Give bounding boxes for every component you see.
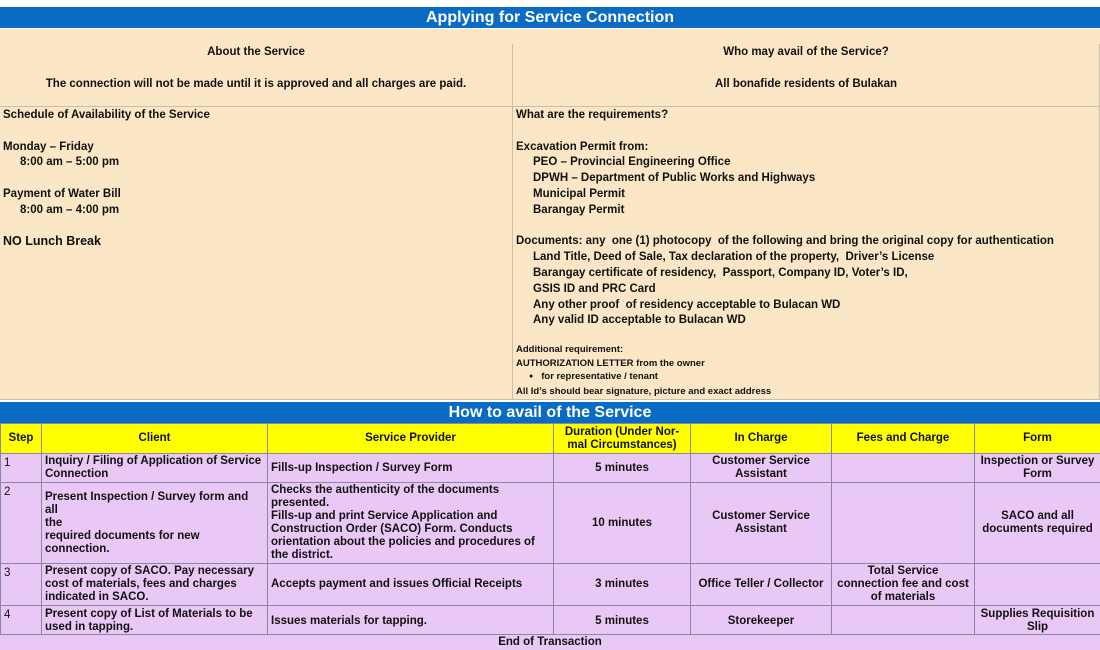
document-item: Land Title, Deed of Sale, Tax declaration of the property, Driver’s License bbox=[516, 250, 1099, 266]
about-service-heading: About the Service bbox=[0, 45, 512, 61]
provider-cell-line: Accepts payment and issues Official Receipts bbox=[271, 578, 550, 591]
client-cell-line: Connection bbox=[45, 468, 264, 481]
duration-header-line: Duration (Under Nor- bbox=[556, 426, 688, 439]
form-cell-line: SACO and all bbox=[978, 510, 1097, 523]
spacer bbox=[516, 219, 1099, 235]
provider-cell-line: Fills-up Inspection / Survey Form bbox=[271, 462, 550, 475]
step-number: 2 bbox=[1, 483, 42, 564]
payment-hours: 8:00 am – 4:00 pm bbox=[3, 203, 512, 219]
about-service-text: The connection will not be made until it is approved and all charges are paid. bbox=[0, 77, 512, 93]
authorization-bold: AUTHORIZATION LETTER bbox=[516, 358, 634, 369]
steps-body bbox=[1, 454, 1100, 637]
fees-cell-line: of materials bbox=[835, 591, 971, 604]
document-item: Barangay certificate of residency, Passport, Company ID, Voter’s ID, bbox=[516, 266, 1099, 282]
form-cell-line: Form bbox=[978, 468, 1097, 481]
duration-header-line: mal Circumstances) bbox=[556, 439, 688, 452]
steps-table bbox=[0, 423, 1100, 637]
form-cell bbox=[975, 454, 1100, 483]
form-cell bbox=[975, 564, 1100, 606]
form-cell bbox=[975, 606, 1100, 637]
in-charge-cell bbox=[691, 564, 832, 606]
client-cell-line: cost of materials, fees and charges bbox=[45, 578, 264, 591]
fees-cell bbox=[832, 483, 975, 564]
provider-cell-line: orientation about the policies and procedures of bbox=[271, 536, 550, 549]
step-number: 4 bbox=[1, 606, 42, 637]
col-header-client: Client bbox=[42, 424, 268, 454]
in-charge-cell-line: Storekeeper bbox=[694, 615, 828, 628]
spacer bbox=[3, 124, 512, 140]
schedule-hours: 8:00 am – 5:00 pm bbox=[3, 155, 512, 171]
client-cell-line: required documents for new bbox=[45, 530, 264, 543]
spacer bbox=[3, 219, 512, 235]
form-cell-line: Inspection or Survey bbox=[978, 455, 1097, 468]
col-header-step: Step bbox=[1, 424, 42, 454]
in-charge-cell bbox=[691, 454, 832, 483]
who-may-avail-cell bbox=[513, 44, 1100, 107]
col-header-in-charge: In Charge bbox=[691, 424, 832, 454]
excavation-item: DPWH – Department of Public Works and Highways bbox=[516, 171, 1099, 187]
form-cell bbox=[975, 483, 1100, 564]
fees-cell-line: connection fee and cost bbox=[835, 578, 971, 591]
duration-cell: 10 minutes bbox=[554, 483, 691, 564]
authorization-line bbox=[516, 357, 1099, 371]
how-to-avail-title: How to avail of the Service bbox=[0, 402, 1100, 423]
document-item: Any valid ID acceptable to Bulacan WD bbox=[516, 313, 1099, 329]
who-may-avail-heading: Who may avail of the Service? bbox=[513, 45, 1099, 61]
step-number: 1 bbox=[1, 454, 42, 483]
client-cell-line: Present copy of List of Materials to be bbox=[45, 608, 264, 621]
step-number: 3 bbox=[1, 564, 42, 606]
excavation-item: Barangay Permit bbox=[516, 203, 1099, 219]
provider-cell bbox=[268, 483, 554, 564]
client-cell bbox=[42, 606, 268, 637]
provider-cell-line: the district. bbox=[271, 549, 550, 562]
in-charge-cell-line: Customer Service bbox=[694, 455, 828, 468]
form-cell-line: documents required bbox=[978, 523, 1097, 536]
in-charge-cell-line: Assistant bbox=[694, 468, 828, 481]
spacer bbox=[3, 171, 512, 187]
form-cell-line: Supplies Requisition bbox=[978, 608, 1097, 621]
provider-cell-line: Construction Order (SACO) Form. Conducts bbox=[271, 523, 550, 536]
client-cell bbox=[42, 564, 268, 606]
document-item: GSIS ID and PRC Card bbox=[516, 282, 1099, 298]
documents-label: Documents: any one (1) photocopy of the following and bring the original copy for authentication bbox=[516, 234, 1099, 250]
in-charge-cell-line: Office Teller / Collector bbox=[694, 578, 828, 591]
ids-note: All Id’s should bear signature, picture and exact address bbox=[516, 385, 1099, 399]
excavation-label: Excavation Permit from: bbox=[516, 140, 1099, 156]
table-row bbox=[1, 454, 1100, 483]
schedule-heading: Schedule of Availability of the Service bbox=[3, 108, 512, 124]
who-may-avail-text: All bonafide residents of Bulakan bbox=[513, 77, 1099, 93]
spacer bbox=[516, 124, 1099, 140]
provider-cell bbox=[268, 606, 554, 637]
fees-cell-line: Total Service bbox=[835, 565, 971, 578]
col-header-duration bbox=[554, 424, 691, 454]
excavation-item: PEO – Provincial Engineering Office bbox=[516, 155, 1099, 171]
provider-cell bbox=[268, 454, 554, 483]
provider-cell bbox=[268, 564, 554, 606]
in-charge-cell bbox=[691, 483, 832, 564]
client-cell-line: Present copy of SACO. Pay necessary bbox=[45, 565, 264, 578]
client-cell bbox=[42, 483, 268, 564]
table-row bbox=[1, 564, 1100, 606]
table-row bbox=[1, 483, 1100, 564]
provider-cell-line: Checks the authenticity of the documents bbox=[271, 484, 550, 497]
form-cell-line: Slip bbox=[978, 621, 1097, 634]
table-header-row bbox=[1, 424, 1100, 454]
payment-label: Payment of Water Bill bbox=[3, 187, 512, 203]
client-cell-line: the bbox=[45, 517, 264, 530]
in-charge-cell-line: Customer Service bbox=[694, 510, 828, 523]
schedule-cell bbox=[0, 107, 513, 400]
duration-cell: 3 minutes bbox=[554, 564, 691, 606]
client-cell-line: connection. bbox=[45, 543, 264, 556]
duration-cell: 5 minutes bbox=[554, 454, 691, 483]
authorization-rest: from the owner bbox=[634, 358, 705, 369]
excavation-item: Municipal Permit bbox=[516, 187, 1099, 203]
spacer bbox=[516, 329, 1099, 343]
client-cell-line: Inquiry / Filing of Application of Service bbox=[45, 455, 264, 468]
client-cell-line: used in tapping. bbox=[45, 621, 264, 634]
client-cell-line: Present Inspection / Survey form and all bbox=[45, 491, 264, 517]
provider-cell-line: Issues materials for tapping. bbox=[271, 615, 550, 628]
end-of-transaction: End of Transaction bbox=[0, 634, 1100, 650]
duration-cell: 5 minutes bbox=[554, 606, 691, 637]
col-header-form: Form bbox=[975, 424, 1100, 454]
fees-cell bbox=[832, 564, 975, 606]
client-cell bbox=[42, 454, 268, 483]
provider-cell-line: presented. bbox=[271, 497, 550, 510]
requirements-heading: What are the requirements? bbox=[516, 108, 1099, 124]
table-row bbox=[1, 606, 1100, 637]
client-cell-line: indicated in SACO. bbox=[45, 591, 264, 604]
schedule-days: Monday – Friday bbox=[3, 140, 512, 156]
additional-requirement-label: Additional requirement: bbox=[516, 343, 1099, 357]
authorization-bullet: ● for representative / tenant bbox=[516, 370, 1099, 385]
fees-cell bbox=[832, 606, 975, 637]
col-header-provider: Service Provider bbox=[268, 424, 554, 454]
in-charge-cell bbox=[691, 606, 832, 637]
col-header-fees: Fees and Charge bbox=[832, 424, 975, 454]
in-charge-cell-line: Assistant bbox=[694, 523, 828, 536]
document-item: Any other proof of residency acceptable to Bulacan WD bbox=[516, 298, 1099, 314]
page-title: Applying for Service Connection bbox=[0, 7, 1100, 28]
fees-cell bbox=[832, 454, 975, 483]
requirements-cell bbox=[513, 107, 1100, 400]
lunch-notice: NO Lunch Break bbox=[3, 234, 512, 250]
provider-cell-line: Fills-up and print Service Application and bbox=[271, 510, 550, 523]
about-service-cell bbox=[0, 44, 513, 107]
